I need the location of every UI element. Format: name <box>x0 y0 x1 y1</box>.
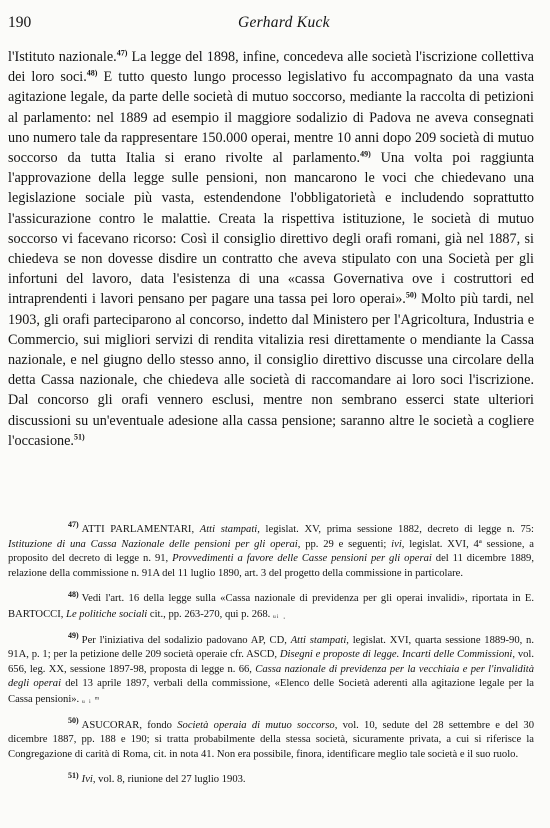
footnote-text: ATTI PARLAMENTARI, <box>81 524 200 535</box>
footnote-51 <box>8 770 534 788</box>
footnote-text: , legislat. XV, prima sessione 1882, decreto di legge n. 75: <box>257 524 535 535</box>
main-paragraph <box>8 47 534 451</box>
footnote-text: , legislat. XVI, 4ª sessione, a proposito del decreto di legge n. 91, <box>8 538 534 565</box>
footnote-number: 50) <box>68 716 79 725</box>
stray-mark: ᵤᵢ ˌ <box>272 608 287 619</box>
footnote-italic: ivi <box>391 538 402 550</box>
footnote-text: , vol. 656, leg. XX, sessione 1897-98, proposta di legge n. 66, <box>8 649 535 675</box>
footnote-ref-49: 49) <box>360 149 371 159</box>
footnote-47 <box>8 520 535 581</box>
footnote-text: , pp. 29 e seguenti; <box>297 538 392 550</box>
footnote-italic: Ivi <box>81 774 93 786</box>
footnote-number: 47) <box>68 520 79 530</box>
text-run: Molto più tardi, nel 1903, gli orafi parteciparono al concorso, indetto dal Ministero per l'Agricoltura, Industria e Commercio, sui migliori servizi di rendita vitalizia resi direttamente o mendiante la Cassa nazionale, e nel giugno dello stesso anno, il consiglio direttivo discusse una circolare della detta Cassa nazionale, che chiedeva alle società di raccomandare ai loro soci l'iscrizione. Dal concorso gli orafi vennero esclusi, mentre non sembrano esserci state ulteriori discussioni su un'eventuale adesione alla cassa pensione; saranno altre le società a cogliere l'occasione. <box>8 291 534 449</box>
footnote-italic: Cassa nazionale di previdenza per la vecchiaia e per l'invalidità degli operai <box>8 663 534 690</box>
text-run: E tutto questo lungo processo legislativo fu accompagnato da una vasta agitazione legale, da parte delle società di mutuo soccorso, mediante la raccolta di petizioni al parlamento: nel 1889 ad esempio il maggiore sodalizio di Padova ne aveva consegnati uno numero tale da rappresentare 150.000 operai, mentre 10 anni dopo 209 società di mutuo soccorso da tutta Italia si erano rivolte al parlamento. <box>8 69 535 167</box>
footnote-text: Vedi l'art. 16 della legge sulla «Cassa nazionale di previdenza per gli operai invalidi», riportata in E. BARTOCCI, <box>8 593 534 620</box>
stray-mark: ᵤ ᵢ ᵐ <box>81 693 101 704</box>
footnote-text: , vol. 10, sedute del 28 settembre e del 30 dicembre 1887, pp. 188 e 190; si tratta probabilmente della stessa società, sicuramente privata, a cui si riferisce la Congregazione di carità di Roma, cit. in nota 41. Non era possibile, finora, identificare meglio tale società e il suo ruolo. <box>8 719 534 760</box>
footnote-number: 49) <box>68 631 79 641</box>
footnote-text: , legislat. XVI, quarta sessione 1889-90, n. 91A, p. 1; per la petizione delle 209 società operaie cfr. ASCD, <box>8 634 534 661</box>
footnotes <box>8 520 535 799</box>
footnote-text: Per l'iniziativa del sodalizio padovano AP, CD, <box>81 634 291 646</box>
footnote-text: del 13 aprile 1897, verbali della commissione, «Elenco delle Società aderenti alla agitazione legale per la Cassa pensioni». <box>8 678 534 705</box>
text-run: Una volta poi raggiunta l'approvazione della legge sulle pensioni, non mancarono le voci che chiedevano una legislazione sociale più vasta, estendendone l'obbligatorietà e includendo soprattutto l'assicurazione contro le malattie. Creata la rispettiva istituzione, le società di mutuo soccorso vi facevano ricorso: Così il consiglio direttivo degli orafi romani, già nel 1887, si chiedeva se non dovesse disdire un contratto che aveva stipulato con una Società per gli infortuni del lavoro, data l'esistenza di una «cassa Governativa ove i costruttori ed intraprendenti i lavori pensano per pagare una tassa pei loro operai». <box>8 150 534 308</box>
footnote-text: ASUCORAR, fondo <box>81 719 178 731</box>
footnote-number: 51) <box>68 770 79 780</box>
footnote-50 <box>8 716 534 763</box>
footnote-text: del 11 dicembre 1889, relazione della commissione n. 91A del 11 luglio 1890, art. 3 del progetto della commissione in particolare. <box>8 553 535 579</box>
page-number: 190 <box>8 14 32 31</box>
text-run: l'Istituto nazionale. <box>8 49 117 65</box>
footnote-italic: Istituzione di una Cassa Nazionale delle pensioni per gli operai <box>8 538 298 550</box>
footnote-italic: Società operaia di mutuo soccorso <box>177 719 335 731</box>
main-text <box>8 47 534 451</box>
text-run: La legge del 1898, infine, concedeva alle società l'iscrizione collettiva dei loro soci. <box>8 49 534 86</box>
footnote-italic: Atti stampati <box>290 634 347 646</box>
footnote-49 <box>8 631 535 708</box>
footnote-number: 48) <box>68 589 79 599</box>
footnote-ref-47: 47) <box>116 48 128 58</box>
footnote-ref-50: 50) <box>405 290 417 300</box>
running-head: Gerhard Kuck <box>238 14 330 31</box>
footnote-italic: Disegni e proposte di legge. Incarti delle Commissioni <box>279 649 513 661</box>
footnote-italic: Provvedimenti a favore delle Casse pensioni per gli operai <box>172 553 432 565</box>
footnote-italic: Atti stampati <box>199 524 258 535</box>
footnote-italic: Le politiche sociali <box>66 608 148 620</box>
footnote-ref-51: 51) <box>73 432 85 442</box>
page-header <box>8 14 538 34</box>
footnote-48 <box>8 589 534 622</box>
footnote-text: cit., pp. 263-270, qui p. 268. <box>147 608 271 620</box>
footnote-ref-48: 48) <box>86 68 98 78</box>
footnote-text: , vol. 8, riunione del 27 luglio 1903. <box>92 774 246 786</box>
